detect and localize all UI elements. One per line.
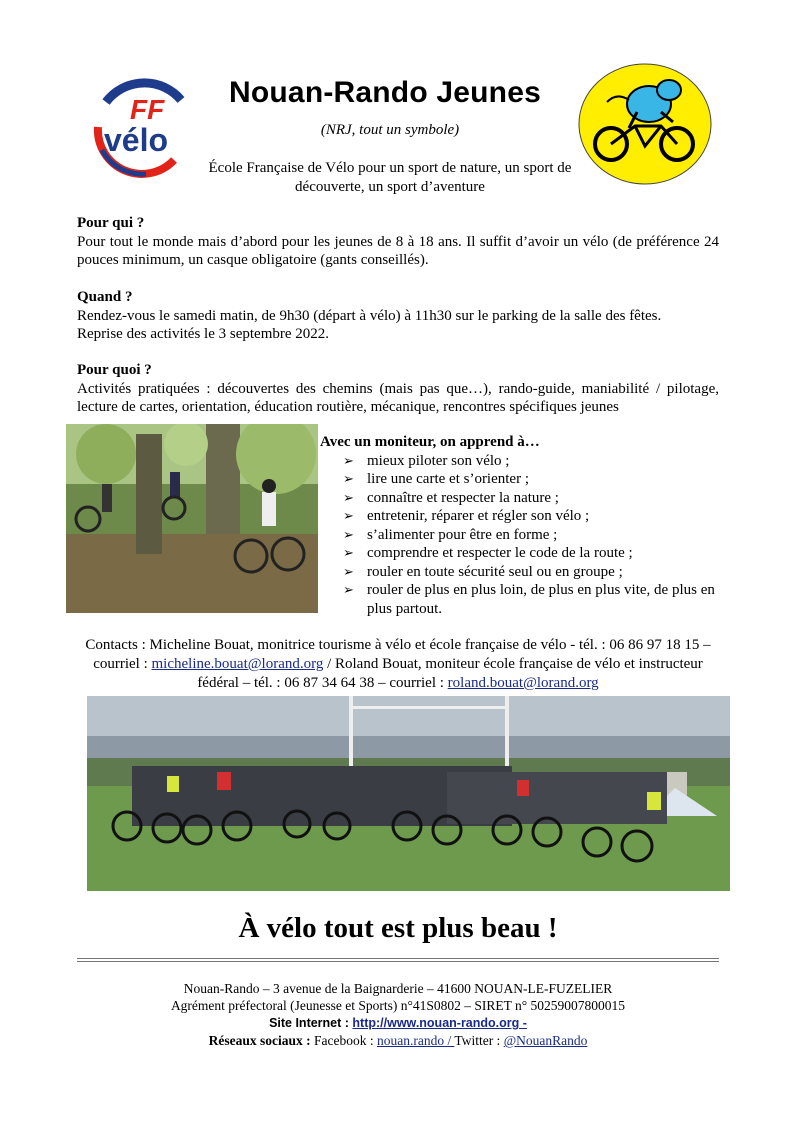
email-link-roland[interactable]: roland.bouat@lorand.org [447,675,599,691]
social-label: Réseaux sociaux : [208,1033,315,1048]
arrow-bullet-icon: ➢ [343,582,354,597]
mascot-cyclist-icon [577,62,713,186]
footer-site-line [77,1014,719,1032]
learn-list [320,452,730,619]
section-heading: Pour qui ? [77,215,145,231]
learn-list-title: Avec un moniteur, on apprend à… [320,434,540,450]
club-mascot-logo [577,62,713,186]
list-item: ➢ lire une carte et s’orienter ; [343,471,529,487]
email-link-micheline[interactable]: micheline.bouat@lorand.org [151,656,324,672]
section-heading: Quand ? [77,289,133,305]
arrow-bullet-icon: ➢ [343,508,354,523]
group-riders-illustration [87,696,730,891]
ffvelo-logo [86,72,194,180]
arrow-bullet-icon: ➢ [343,545,354,560]
ffvelo-logo-ff: FF [130,94,165,125]
twitter-link[interactable]: @NouanRando [503,1033,588,1048]
twitter-label: Twitter : [454,1033,504,1048]
footer-agrement: Agrément préfectoral (Jeunesse et Sports) n°41S0802 – SIRET n° 50259007800015 [170,998,626,1013]
divider [77,961,719,962]
arrow-bullet-icon: ➢ [343,526,354,542]
section-text: Reprise des activités le 3 septembre 2022. [77,326,330,342]
arrow-bullet-icon: ➢ [343,489,354,505]
ffvelo-logo-velo: vélo [104,122,169,158]
page-title: Nouan-Rando Jeunes [229,76,541,109]
list-item: ➢ comprendre et respecter le code de la route ; [343,545,633,561]
forest-ride-photo [66,424,318,613]
list-item: ➢ entretenir, réparer et régler son vélo ; [343,508,590,524]
section-heading: Pour quoi ? [77,362,152,378]
list-item: ➢ mieux piloter son vélo ; [343,452,510,469]
list-item: ➢ connaître et respecter la nature ; [343,489,559,506]
facebook-label: Facebook : [314,1033,378,1048]
divider [77,958,719,959]
footer [77,980,719,1049]
contacts-text: / Roland Bouat, moniteur école française de vélo et instructeur fédéral – tél. : 06 87 34 64 38 – courriel : [197,656,703,691]
section-text: Pour tout le monde mais d’abord pour les jeunes de 8 à 18 ans. Il suffit d’avoir un vélo (de préférence 24 pouces minimum, un casque obligatoire (gants conseillés). [77,233,719,268]
slogan: À vélo tout est plus beau ! [238,912,558,944]
facebook-link[interactable]: nouan.rando / [377,1033,455,1048]
section-text: Rendez-vous le samedi matin, de 9h30 (départ à vélo) à 11h30 sur le parking de la salle des fêtes. [77,307,662,324]
tagline: École Française de Vélo pour un sport de nature, un sport de découverte, un sport d’aventure [208,160,572,195]
arrow-bullet-icon: ➢ [343,452,354,468]
forest-ride-illustration [66,424,318,613]
list-item: ➢ rouler en toute sécurité seul ou en groupe ; [343,563,623,580]
footer-address: Nouan-Rando – 3 avenue de la Baignarderie – 41600 NOUAN-LE-FUZELIER [183,981,613,996]
section-text: Activités pratiquées : découvertes des chemins (mais pas que…), rando-guide, maniabilité / pilotage, lecture de cartes, orientation, éducation routière, mécanique, rencontres spécifiques jeunes [77,380,719,415]
section-pour-quoi [77,361,719,417]
page-subtitle: (NRJ, tout un symbole) [320,122,460,138]
list-item: ➢ s’alimenter pour être en forme ; [343,526,558,543]
list-item: ➢ rouler de plus en plus loin, de plus en plus vite, de plus en plus partout. [343,582,715,617]
contacts-text: Contacts : Micheline Bouat, monitrice tourisme à vélo et école française de vélo - tél. : 06 86 97 18 15 – courriel : [85,637,711,672]
learn-list-block [320,433,730,618]
arrow-bullet-icon: ➢ [343,471,354,486]
website-link[interactable]: http://www.nouan-rando.org - [352,1016,527,1030]
contacts-block [77,636,719,693]
arrow-bullet-icon: ➢ [343,563,354,579]
footer-social-line [77,1032,719,1049]
group-photo [87,696,730,891]
site-label: Site Internet : [269,1016,353,1030]
section-quand [77,288,719,344]
section-pour-qui [77,214,719,270]
